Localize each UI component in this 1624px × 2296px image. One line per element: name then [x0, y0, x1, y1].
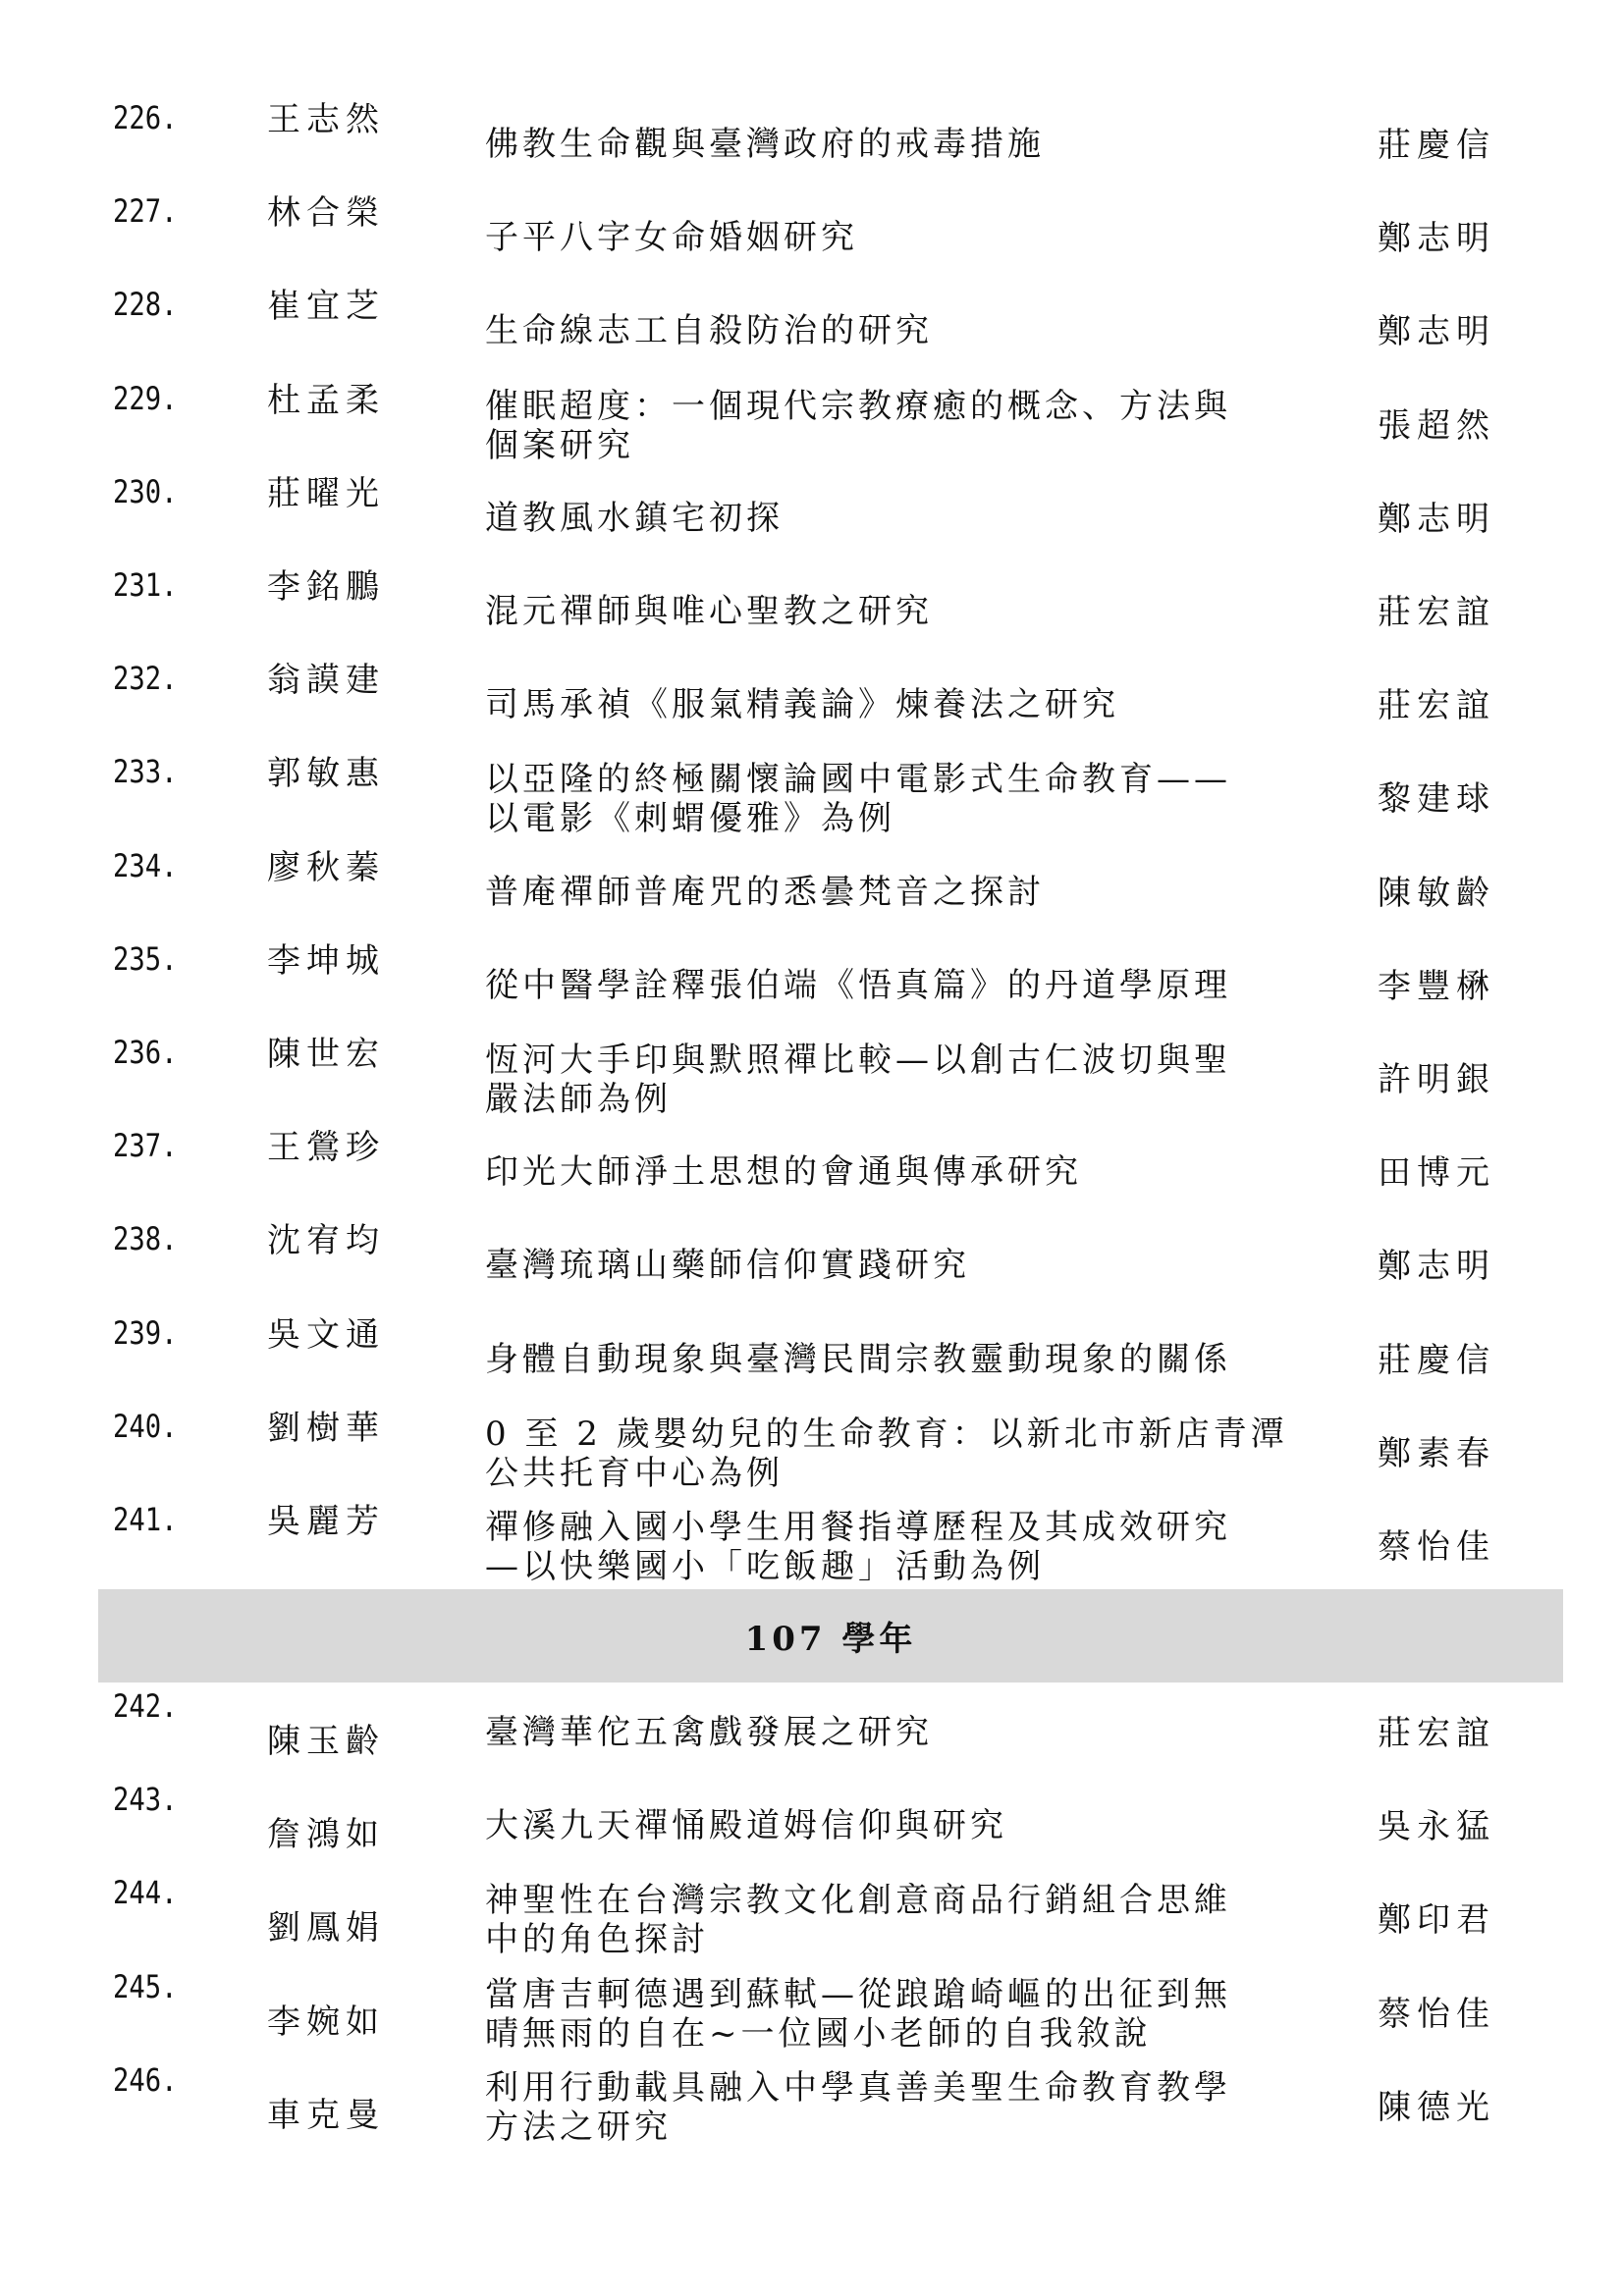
- thesis-title: [485, 1041, 1290, 1119]
- entry-number: 242.: [113, 1687, 178, 1725]
- thesis-title: [485, 1806, 1290, 1845]
- table-row: [0, 659, 1624, 752]
- student-name: 劉鳳娟: [267, 1908, 385, 1949]
- entry-number: 230.: [113, 472, 178, 510]
- student-name: 杜孟柔: [267, 380, 385, 420]
- thesis-title-line: 中的角色探討: [485, 1920, 709, 1960]
- advisor-name: 莊宏誼: [1378, 1714, 1495, 1753]
- thesis-title-line: 臺灣琉璃山藥師信仰實踐研究: [485, 1246, 970, 1286]
- entry-number: 244.: [113, 1874, 178, 1912]
- student-name: 沈宥均: [267, 1221, 385, 1261]
- table-row: [0, 285, 1624, 378]
- thesis-title: [485, 592, 1290, 631]
- entry-number: 237.: [113, 1127, 178, 1165]
- thesis-title-line: 0 至 2 歲嬰幼兒的生命教育：以新北市新店青潭: [485, 1414, 1288, 1454]
- thesis-title-line: 個案研究: [485, 425, 634, 465]
- table-row: [0, 1686, 1624, 1780]
- thesis-title-line: 子平八字女命婚姻研究: [485, 218, 858, 258]
- student-name: 王志然: [267, 100, 385, 139]
- thesis-title-line: 從中醫學詮釋張伯端《悟真篇》的丹道學原理: [485, 965, 1231, 1005]
- thesis-title: [485, 1508, 1290, 1586]
- section-header-label: 107 學年: [744, 1620, 917, 1659]
- student-name: 莊曜光: [267, 473, 385, 513]
- table-row: [0, 752, 1624, 845]
- entry-number: 227.: [113, 192, 178, 231]
- thesis-title: [485, 387, 1290, 465]
- advisor-name: 陳敏齡: [1378, 873, 1495, 913]
- thesis-title: [485, 966, 1290, 1005]
- table-row: [0, 472, 1624, 565]
- advisor-name: 鄭志明: [1378, 312, 1495, 352]
- student-name: 王鶯珍: [267, 1128, 385, 1168]
- table-row: [0, 1407, 1624, 1500]
- thesis-title-line: 以電影《刺蝟優雅》為例: [485, 799, 895, 839]
- student-name: 林合榮: [267, 193, 385, 234]
- thesis-title: [485, 1975, 1290, 2054]
- table-row: [0, 1500, 1624, 1593]
- student-name: 翁謨建: [267, 661, 385, 701]
- student-name: 吳麗芳: [267, 1502, 385, 1541]
- table-row: [0, 1873, 1624, 1966]
- thesis-title-line: 臺灣華佗五禽戲發展之研究: [485, 1713, 933, 1752]
- entry-number: 240.: [113, 1407, 178, 1445]
- advisor-name: 張超然: [1378, 405, 1495, 446]
- entry-number: 234.: [113, 846, 178, 884]
- table-row: [0, 1780, 1624, 1873]
- student-name: 李坤城: [267, 940, 385, 981]
- thesis-title: [485, 499, 1290, 538]
- thesis-title: [485, 218, 1290, 257]
- table-row: [0, 1313, 1624, 1407]
- thesis-title: [485, 1340, 1290, 1379]
- entry-number: 229.: [113, 379, 178, 417]
- thesis-title-line: 嚴法師為例: [485, 1080, 672, 1119]
- section-header-bar: [98, 1589, 1563, 1682]
- table-row: [0, 1967, 1624, 2060]
- entry-number: 239.: [113, 1313, 178, 1352]
- thesis-title-line: 佛教生命觀與臺灣政府的戒毒措施: [485, 125, 1045, 164]
- advisor-name: 莊宏誼: [1378, 593, 1495, 632]
- thesis-title: [485, 2068, 1290, 2147]
- table-row: [0, 98, 1624, 191]
- table-row: [0, 191, 1624, 285]
- thesis-title: [485, 311, 1290, 350]
- table-row: [0, 565, 1624, 659]
- table-row: [0, 2060, 1624, 2154]
- student-name: 詹鴻如: [267, 1815, 385, 1855]
- thesis-title-line: 以亞隆的終極關懷論國中電影式生命教育——: [485, 760, 1231, 800]
- advisor-name: 鄭印君: [1378, 1900, 1495, 1941]
- thesis-title-line: —以快樂國小「吃飯趣」活動為例: [485, 1547, 1045, 1586]
- student-name: 車克曼: [267, 2095, 385, 2135]
- entry-number: 245.: [113, 1967, 178, 2005]
- entry-number: 235.: [113, 939, 178, 978]
- advisor-name: 鄭志明: [1378, 219, 1495, 259]
- student-name: 陳玉齡: [267, 1722, 385, 1761]
- thesis-title: [485, 873, 1290, 912]
- thesis-title-line: 司馬承禎《服氣精義論》煉養法之研究: [485, 685, 1119, 725]
- table-row: [0, 939, 1624, 1033]
- thesis-title-line: 混元禪師與唯心聖教之研究: [485, 592, 933, 631]
- table-row: [0, 1126, 1624, 1219]
- thesis-title-line: 道教風水鎮宅初探: [485, 498, 784, 538]
- thesis-title-line: 普庵禪師普庵咒的悉曇梵音之探討: [485, 872, 1045, 912]
- advisor-name: 陳德光: [1378, 2087, 1495, 2127]
- entry-number: 243.: [113, 1781, 178, 1819]
- thesis-title-line: 神聖性在台灣宗教文化創意商品行銷組合思維: [485, 1881, 1231, 1921]
- entry-number: 236.: [113, 1034, 178, 1071]
- thesis-title: [485, 760, 1290, 838]
- advisor-name: 莊宏誼: [1378, 686, 1495, 726]
- student-name: 陳世宏: [267, 1035, 385, 1074]
- thesis-title: [485, 1881, 1290, 1959]
- thesis-title-line: 當唐吉軻德遇到蘇軾—從踉蹌崎嶇的出征到無: [485, 1974, 1231, 2014]
- thesis-title-line: 晴無雨的自在~一位國小老師的自我敘說: [485, 2013, 1152, 2054]
- thesis-title-line: 催眠超度：一個現代宗教療癒的概念、方法與: [485, 386, 1231, 426]
- advisor-name: 鄭志明: [1378, 499, 1495, 539]
- advisor-name: 黎建球: [1378, 779, 1495, 820]
- entry-number: 228.: [113, 286, 178, 324]
- entry-number: 238.: [113, 1220, 178, 1258]
- student-name: 郭敏惠: [267, 754, 385, 794]
- advisor-name: 鄭志明: [1378, 1247, 1495, 1287]
- entry-number: 226.: [113, 99, 178, 136]
- thesis-title: [485, 125, 1290, 164]
- table-row: [0, 1033, 1624, 1126]
- thesis-title-line: 公共托育中心為例: [485, 1453, 784, 1493]
- thesis-title: [485, 1246, 1290, 1285]
- table-row: [0, 1219, 1624, 1312]
- thesis-title-line: 利用行動載具融入中學真善美聖生命教育教學: [485, 2067, 1231, 2108]
- thesis-title-line: 方法之研究: [485, 2107, 672, 2147]
- student-name: 李婉如: [267, 2002, 385, 2042]
- student-name: 李銘鵬: [267, 567, 385, 607]
- thesis-title-line: 印光大師淨土思想的會通與傳承研究: [485, 1152, 1082, 1193]
- advisor-name: 田博元: [1378, 1153, 1495, 1194]
- advisor-name: 許明銀: [1378, 1060, 1495, 1099]
- advisor-name: 吳永猛: [1378, 1807, 1495, 1847]
- table-row: [0, 379, 1624, 472]
- advisor-name: 莊慶信: [1378, 1340, 1495, 1380]
- thesis-title: [485, 1415, 1290, 1493]
- advisor-name: 蔡怡佳: [1378, 1527, 1495, 1567]
- student-name: 崔宜芝: [267, 287, 385, 327]
- thesis-title-line: 生命線志工自殺防治的研究: [485, 311, 933, 351]
- advisor-name: 鄭素春: [1378, 1433, 1495, 1473]
- entry-number: 232.: [113, 660, 178, 698]
- thesis-title-line: 大溪九天禪悀殿道姆信仰與研究: [485, 1806, 1007, 1846]
- entry-number: 246.: [113, 2060, 178, 2099]
- student-name: 劉樹華: [267, 1408, 385, 1448]
- student-name: 吳文通: [267, 1314, 385, 1355]
- entry-number: 233.: [113, 753, 178, 791]
- entry-number: 231.: [113, 566, 178, 604]
- thesis-title-line: 禪修融入國小學生用餐指導歷程及其成效研究: [485, 1508, 1231, 1547]
- advisor-name: 李豐楙: [1378, 966, 1495, 1006]
- thesis-title: [485, 1713, 1290, 1752]
- advisor-name: 蔡怡佳: [1378, 1994, 1495, 2034]
- table-row: [0, 846, 1624, 939]
- thesis-title-line: 身體自動現象與臺灣民間宗教靈動現象的關係: [485, 1339, 1231, 1379]
- student-name: 廖秋蓁: [267, 847, 385, 887]
- thesis-title: [485, 685, 1290, 724]
- advisor-name: 莊慶信: [1378, 126, 1495, 165]
- thesis-title: [485, 1152, 1290, 1192]
- thesis-title-line: 恆河大手印與默照禪比較—以創古仁波切與聖: [485, 1041, 1231, 1080]
- entry-number: 241.: [113, 1501, 178, 1538]
